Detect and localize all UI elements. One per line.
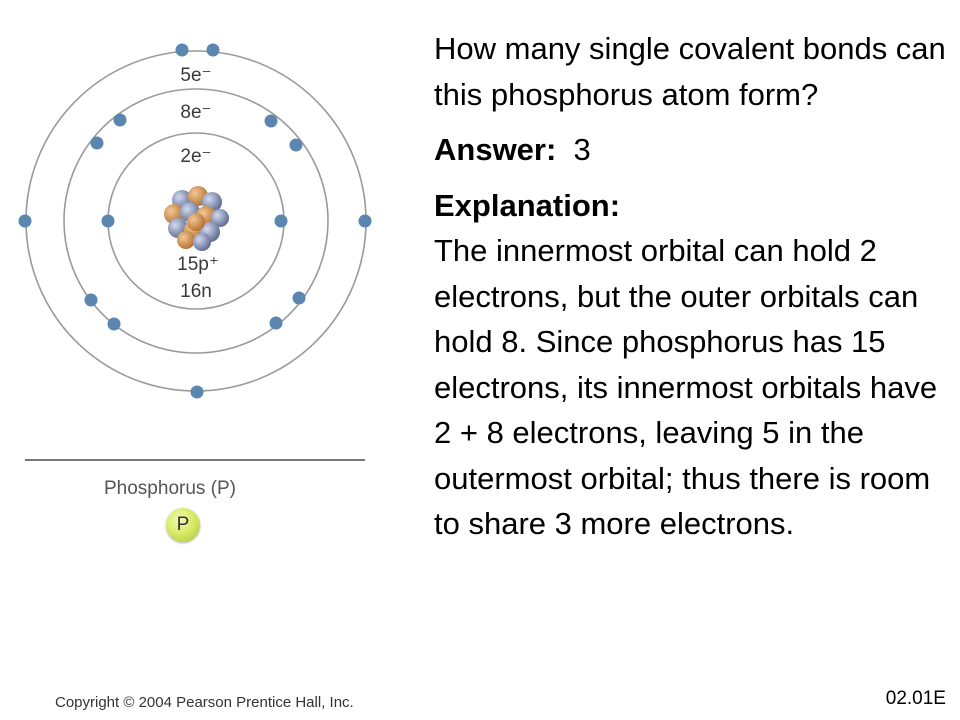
electron [114, 114, 127, 127]
electron [290, 139, 303, 152]
outer-shell-label: 5e⁻ [180, 65, 212, 86]
electron [207, 44, 220, 57]
phosphorus-atom-diagram [0, 0, 420, 560]
slide-code: 02.01E [885, 688, 946, 709]
nucleus [164, 186, 229, 251]
answer-line [434, 127, 950, 173]
inner-shell-label: 2e⁻ [180, 146, 212, 167]
explanation-text: The innermost orbital can hold 2 electrons, but the outer orbitals can hold 8. Since phosphorus has 15 electrons, its innermost orbitals have 2 + 8 electrons, leaving 5 in the outermost orbital; thus there is room to share 3 more electrons. [434, 233, 938, 541]
explanation-label: Explanation: [434, 187, 621, 223]
electron [102, 215, 115, 228]
electron [91, 137, 104, 150]
electron [176, 44, 189, 57]
divider-line [25, 459, 365, 461]
element-name-label: Phosphorus (P) [104, 478, 237, 499]
electron [359, 215, 372, 228]
electron [85, 294, 98, 307]
protons-label: 15p⁺ [177, 254, 219, 275]
neutrons-label: 16n [180, 281, 212, 302]
electron [19, 215, 32, 228]
electron [265, 115, 278, 128]
question-text: How many single covalent bonds can this phosphorus atom form? [434, 31, 946, 112]
answer-label: Answer: [434, 132, 557, 167]
element-symbol-badge [166, 508, 200, 542]
electron [191, 386, 204, 399]
element-symbol: P [176, 514, 190, 535]
copyright-text: Copyright © 2004 Pearson Prentice Hall, Inc. [55, 694, 354, 711]
middle-shell-label: 8e⁻ [180, 102, 212, 123]
question-panel [434, 26, 950, 547]
electron [270, 317, 283, 330]
electron [275, 215, 288, 228]
answer-value: 3 [573, 132, 591, 167]
electron [108, 318, 121, 331]
electron [293, 292, 306, 305]
